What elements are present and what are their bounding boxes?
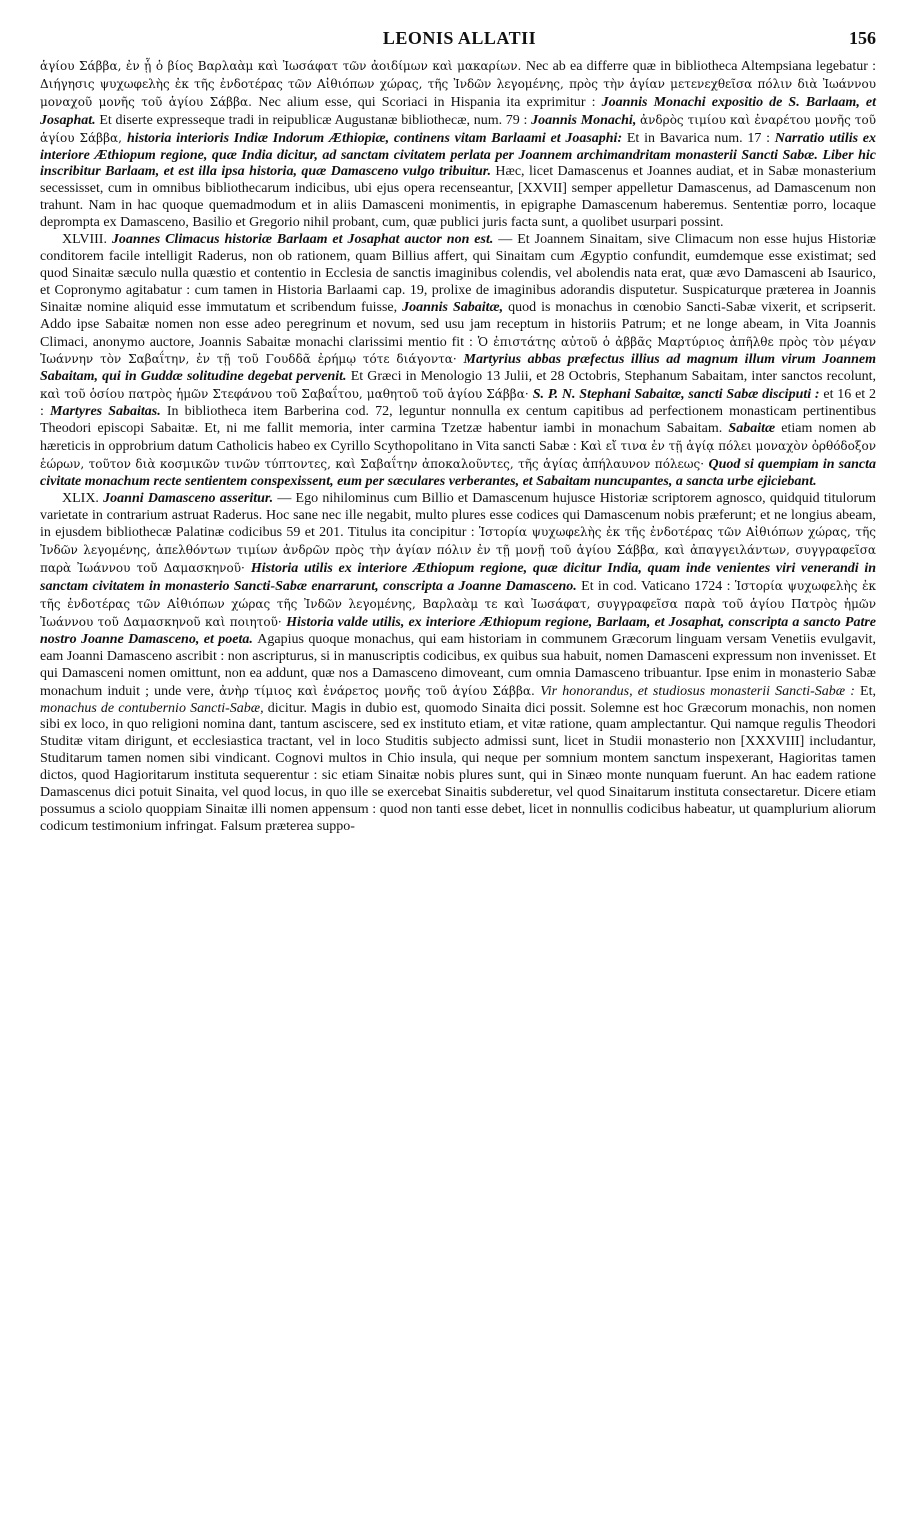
greek-text: ἁγίου Σάββα, ἐν ᾗ ὁ βίος Βαρλαὰμ καὶ Ἰωσάφατ τῶν ἀοιδίμων καὶ μακαρίων. <box>40 59 526 73</box>
italic-text: Joannis Monachi, <box>531 112 641 128</box>
section-paragraph <box>40 232 876 491</box>
italic-text: Quod si quempiam in sancta civitate monachum recte sentientem conspexissent, eum per sæculares verberantes, et Sabaitam nuncupantes, a sancta urbe ejiciebant. <box>40 456 876 489</box>
greek-text: ἀνδρὸς τιμίου καὶ ἐναρέτου μονῆς τοῦ ἁγίου Σάββα, <box>40 112 876 145</box>
italic-text: Joanni Damasceno asseritur. <box>103 490 278 506</box>
continuation-paragraph <box>40 58 876 232</box>
italic-text: Historia valde utilis, ex interiore Æthiopum regione, Barlaam, et Josaphat, conscripta a sancto Patre nostro Joanne Damasceno, et poeta. <box>40 615 876 647</box>
latin-text: Et Græci in Menologio 13 Julii, et 28 Octobris, Stephanum Sabaitam, inter sanctos recolunt, <box>350 369 876 385</box>
latin-text: Et diserte expresseque tradi in reipublicæ Augustanæ bibliothecæ, num. 79 : <box>99 112 532 128</box>
page-header <box>40 28 876 52</box>
latin-text: — Et Joannem Sinaitam, sive Climacum non esse hujus Historiæ conditorem facile intelligit Raderus, non ob rationem, quam Billius affert, qui Sinaitam cum Ægyptio confundit, eumdemque esse existimat; sed quod Sinaitæ sæculo nulla quæstio et contentio in Ecclesia de sanctis imaginibus colendis, vel abolendis nata erat, quæ ævo Damasceni ab Isaurico, et Copronymo agitabatur : cum tamen in Historia Barlaami cap. 19, prolixe de imaginibus adorandis disputetur. Suspicaturque præterea in Joannis Sinaitæ nomine aliquid esse immutatum et scribendum fuisse, <box>40 232 877 315</box>
italic-text: Joannes Climacus historiæ Barlaam et Josaphat auctor non est. <box>111 232 499 248</box>
greek-text: ἀνὴρ τίμιος καὶ ἐνάρετος μονῆς τοῦ ἁγίου Σάββα. <box>219 683 541 698</box>
latin-text: Nec alium esse, qui Scoriaci in Hispania ita exprimitur : <box>258 94 602 110</box>
greek-text: Διήγησις ψυχωφελὴς ἐκ τῆς ἐνδοτέρας τῶν Αἰθιόπων χώρας, τῆς Ἰνδῶν λεγομένης, πρὸς τὴν ἁγίαν μετενεχθεῖσα πόλιν διὰ Ἰωάννου μοναχοῦ μονῆς τοῦ ἁγίου Σάββα. <box>40 76 876 109</box>
section-paragraph <box>40 491 876 836</box>
italic-text: Joannis Sabaitæ, <box>402 299 509 315</box>
italic-text: Historia utilis ex interiore Æthiopum regione, quæ dicitur India, quam inde venientes viri venerandi in sanctam civitatem in monasterio Sancti-Sabæ enarrarunt, conscripta a Joanne Damasceno. <box>40 561 876 595</box>
latin-text: Hæc, licet Damascenus et Joannes audiat, et in Sabæ monasterium secessisset, cum in omnibus bibliothecarum indicibus, ubi ejus opera recenseantur, [XXVII] semper appelletur Damascenus, ad Damascenum non trahunt. Nam in hac quoque quemadmodum et in aliis Damasceni monimentis, in epigraphe Damascenum haberemus. Sententiæ porro, locaque deprompta ex Damasceno, Basilio et Gregorio nihil probant, cum, quæ publici juris facta sunt, a quolibet usurpari possint. <box>40 164 876 231</box>
italic-text: Sabaitæ <box>728 421 782 437</box>
greek-text: Ὁ ἐπιστάτης αὐτοῦ ὁ ἀββᾶς Μαρτύριος ἀπῆλθε πρὸς τὸν μέγαν Ἰωάννην τὸν Σαβαΐτην, ἐν τῇ τοῦ Γουδδᾶ ἐρήμῳ τότε διάγοντα· <box>40 334 876 367</box>
italic-text: Narratio utilis ex interiore Æthiopum regione, quæ India dicitur, ad sanctam civitatem perlata per Joannem archimandritam monasterii Sancti Sabæ. Liber hic inscribitur Barlaam, et est illa ipsa historia, quæ Damasceno vulgo tribuitur. <box>40 130 877 180</box>
italic-text: Martyres Sabaitas. <box>50 404 167 420</box>
latin-text: Agapius quoque monachus, qui eam historiam in communem Græcorum linguam versam Venetiis evulgavit, eam Joanni Damasceno ascribit : non ascripturus, si in manuscriptis codicibus, ex quibus sua habuit, nomen Damasceni expressum non invenisset. Et qui Damasceni nomen omittunt, non ea addunt, quæ nos a Damasceno dimoveant, cum omnia Damasceno tribuantur. Ipse enim in monasterio Sabæ monachum induit ; unde vere, <box>40 631 876 699</box>
italic-text: Martyrius abbas præfectus illius ad magnum illum virum Joannem Sabaitam, qui in Guddæ solitudine degebat pervenit. <box>40 352 876 385</box>
italic-text: Joannis Monachi expositio de S. Barlaam, et Josaphat. <box>40 94 876 128</box>
greek-text: καὶ τοῦ ὁσίου πατρὸς ἡμῶν Στεφάνου τοῦ Σαβαΐτου, μαθητοῦ τοῦ ἁγίου Σάββα· <box>40 387 533 402</box>
latin-text: quod is monachus in cœnobio Sancti-Sabæ vixerit, et scripserit. Addo ipse Sabaitæ nomen non esse adeo peregrinum et novum, sed usu jam receptum in historiis Patrum; et ne longe abeam, in Vita Joannis Climaci, anonymo auctore, Joannis Sabaitæ monachi clarissimi mentio fit : <box>40 299 877 350</box>
italic-text: historia interioris Indiæ Indorum Æthiopiæ, continens vitam Barlaami et Joasaphi: <box>127 130 627 146</box>
latin-text: Et in Bavarica num. 17 : <box>626 130 775 146</box>
greek-text: Καὶ εἴ τινα ἐν τῇ ἁγίᾳ πόλει μοναχὸν ὀρθόδοξον ἑώρων, τοῦτον διὰ κοσμικῶν τινῶν τύπτοντες, καὶ Σαβαΐτην ἀποκαλοῦντες, τῆς ἁγίας ἀπήλαυνον πόλεως· <box>40 438 876 471</box>
latin-text: Et, <box>860 683 876 699</box>
latin-text: In bibliotheca item Barberina cod. 72, leguntur nonnulla ex centum capitibus ad perfectionem monasticam pertinentibus Theodori episcopi Sabaitæ. Et, ni me fallit memoria, inter carmina Tzetzæ habentur iambi in monachum Sabaitam. <box>40 404 877 437</box>
italic-text: monachus de contubernio Sancti-Sabæ, <box>40 700 268 716</box>
latin-text: etiam nomen ab hæreticis in opprobrium datum Catholicis habeo ex Cyrillo Scythopolitano in Vita sancti Sabæ : <box>40 421 876 454</box>
latin-text: Et in cod. Vaticano 1724 : <box>581 579 735 595</box>
italic-text: S. P. N. Stephani Sabaitæ, sancti Sabæ disciputi : <box>532 387 824 403</box>
italic-text: Vir honorandus, et studiosus monasterii Sancti-Sabæ : <box>540 683 861 699</box>
document-body <box>40 58 876 836</box>
greek-text: Ἱστορία ψυχωφελὴς ἐκ τῆς ἐνδοτέρας τῶν Αἰθιόπων χώρας, τῆς Ἰνδῶν λεγομένης, ἀπελθόντων τιμίων ἀνδρῶν πρὸς τὴν ἁγίαν πόλιν ἐν τῇ μονῇ τοῦ ἁγίου Σάββα, καὶ ἀπαγγειλάντων, συγγραφεῖσα παρὰ Ἰωάννου τοῦ Δαμασκηνοῦ· <box>40 525 876 576</box>
page-number: 156 <box>849 28 876 48</box>
greek-text: Ἱστορία ψυχωφελὴς ἐκ τῆς ἐνδοτέρας τῶν Αἰθιόπων χώρας τῆς Ἰνδῶν λεγομένης, Βαρλαὰμ τε καὶ Ἰωσάφατ, συγγραφεῖσα παρὰ τοῦ ἁγίου Πατρὸς ἡμῶν Ἰωάννου τοῦ Δαμασκηνοῦ καὶ ποιητοῦ· <box>40 579 877 629</box>
latin-text: Nec ab ea differre quæ in bibliotheca Altempsiana legebatur : <box>525 59 877 74</box>
latin-text: dicitur. Magis in dubio est, quomodo Sinaita dici possit. Solemne est hoc Græcorum monachis, non nomen sibi ex loco, in quo religioni nomina dant, tantum asciscere, sed ex instituto etiam, et vitæ ratione, quam amplectantur. Qui namque regulis Theodori Studitæ vitam dirigunt, et ecclesiastica tractant, vel in loco Studitis subjecto admissi sunt, licet in Studii monasterio non [XXXVIII] includantur, Studitarum tamen nomen sibi vindicant. Cognovi multos in Chio insula, qui neque per somnium montem sanctum inspexerant, Hagioritas tamen dictos, quod Hagioritarum instituta sequerentur : sic etiam Sinaitæ nobis plures sunt, qui in Sinæo monte nunquam fuerunt. An hac eadem ratione Damascenus dici potuit Sinaita, vel quod locus, in quo ille se exercebat Sinaitis subderetur, vel quod Sinaitarum instituta consectaretur. Dicere etiam possumus a sciolo quoppiam Sinaitæ illi nomen appensum : quod non tanti esse debet, licet in nonnullis codicibus habeatur, ut quamplurium aliorum codicum testimonium infringat. Falsum præterea suppo- <box>40 700 876 834</box>
latin-text: XLVIII. <box>62 232 112 248</box>
latin-text: et 16 et 2 : <box>40 387 876 420</box>
latin-text: XLIX. <box>62 490 104 506</box>
running-head: LEONIS ALLATII <box>382 28 537 48</box>
latin-text: — Ego nihilominus cum Billio et Damascenum hujusce Historiæ scriptorem agnosco, quidquid titulorum varietate in contrarium astruat Raderus. Hoc sane nec ille negabit, multo plures esse codices qui Damascenum nobis præferunt; et ne longius abeam, in ejusdem bibliothecæ Palatinæ codicibus 59 et 201. Titulus ita concipitur : <box>40 490 876 541</box>
